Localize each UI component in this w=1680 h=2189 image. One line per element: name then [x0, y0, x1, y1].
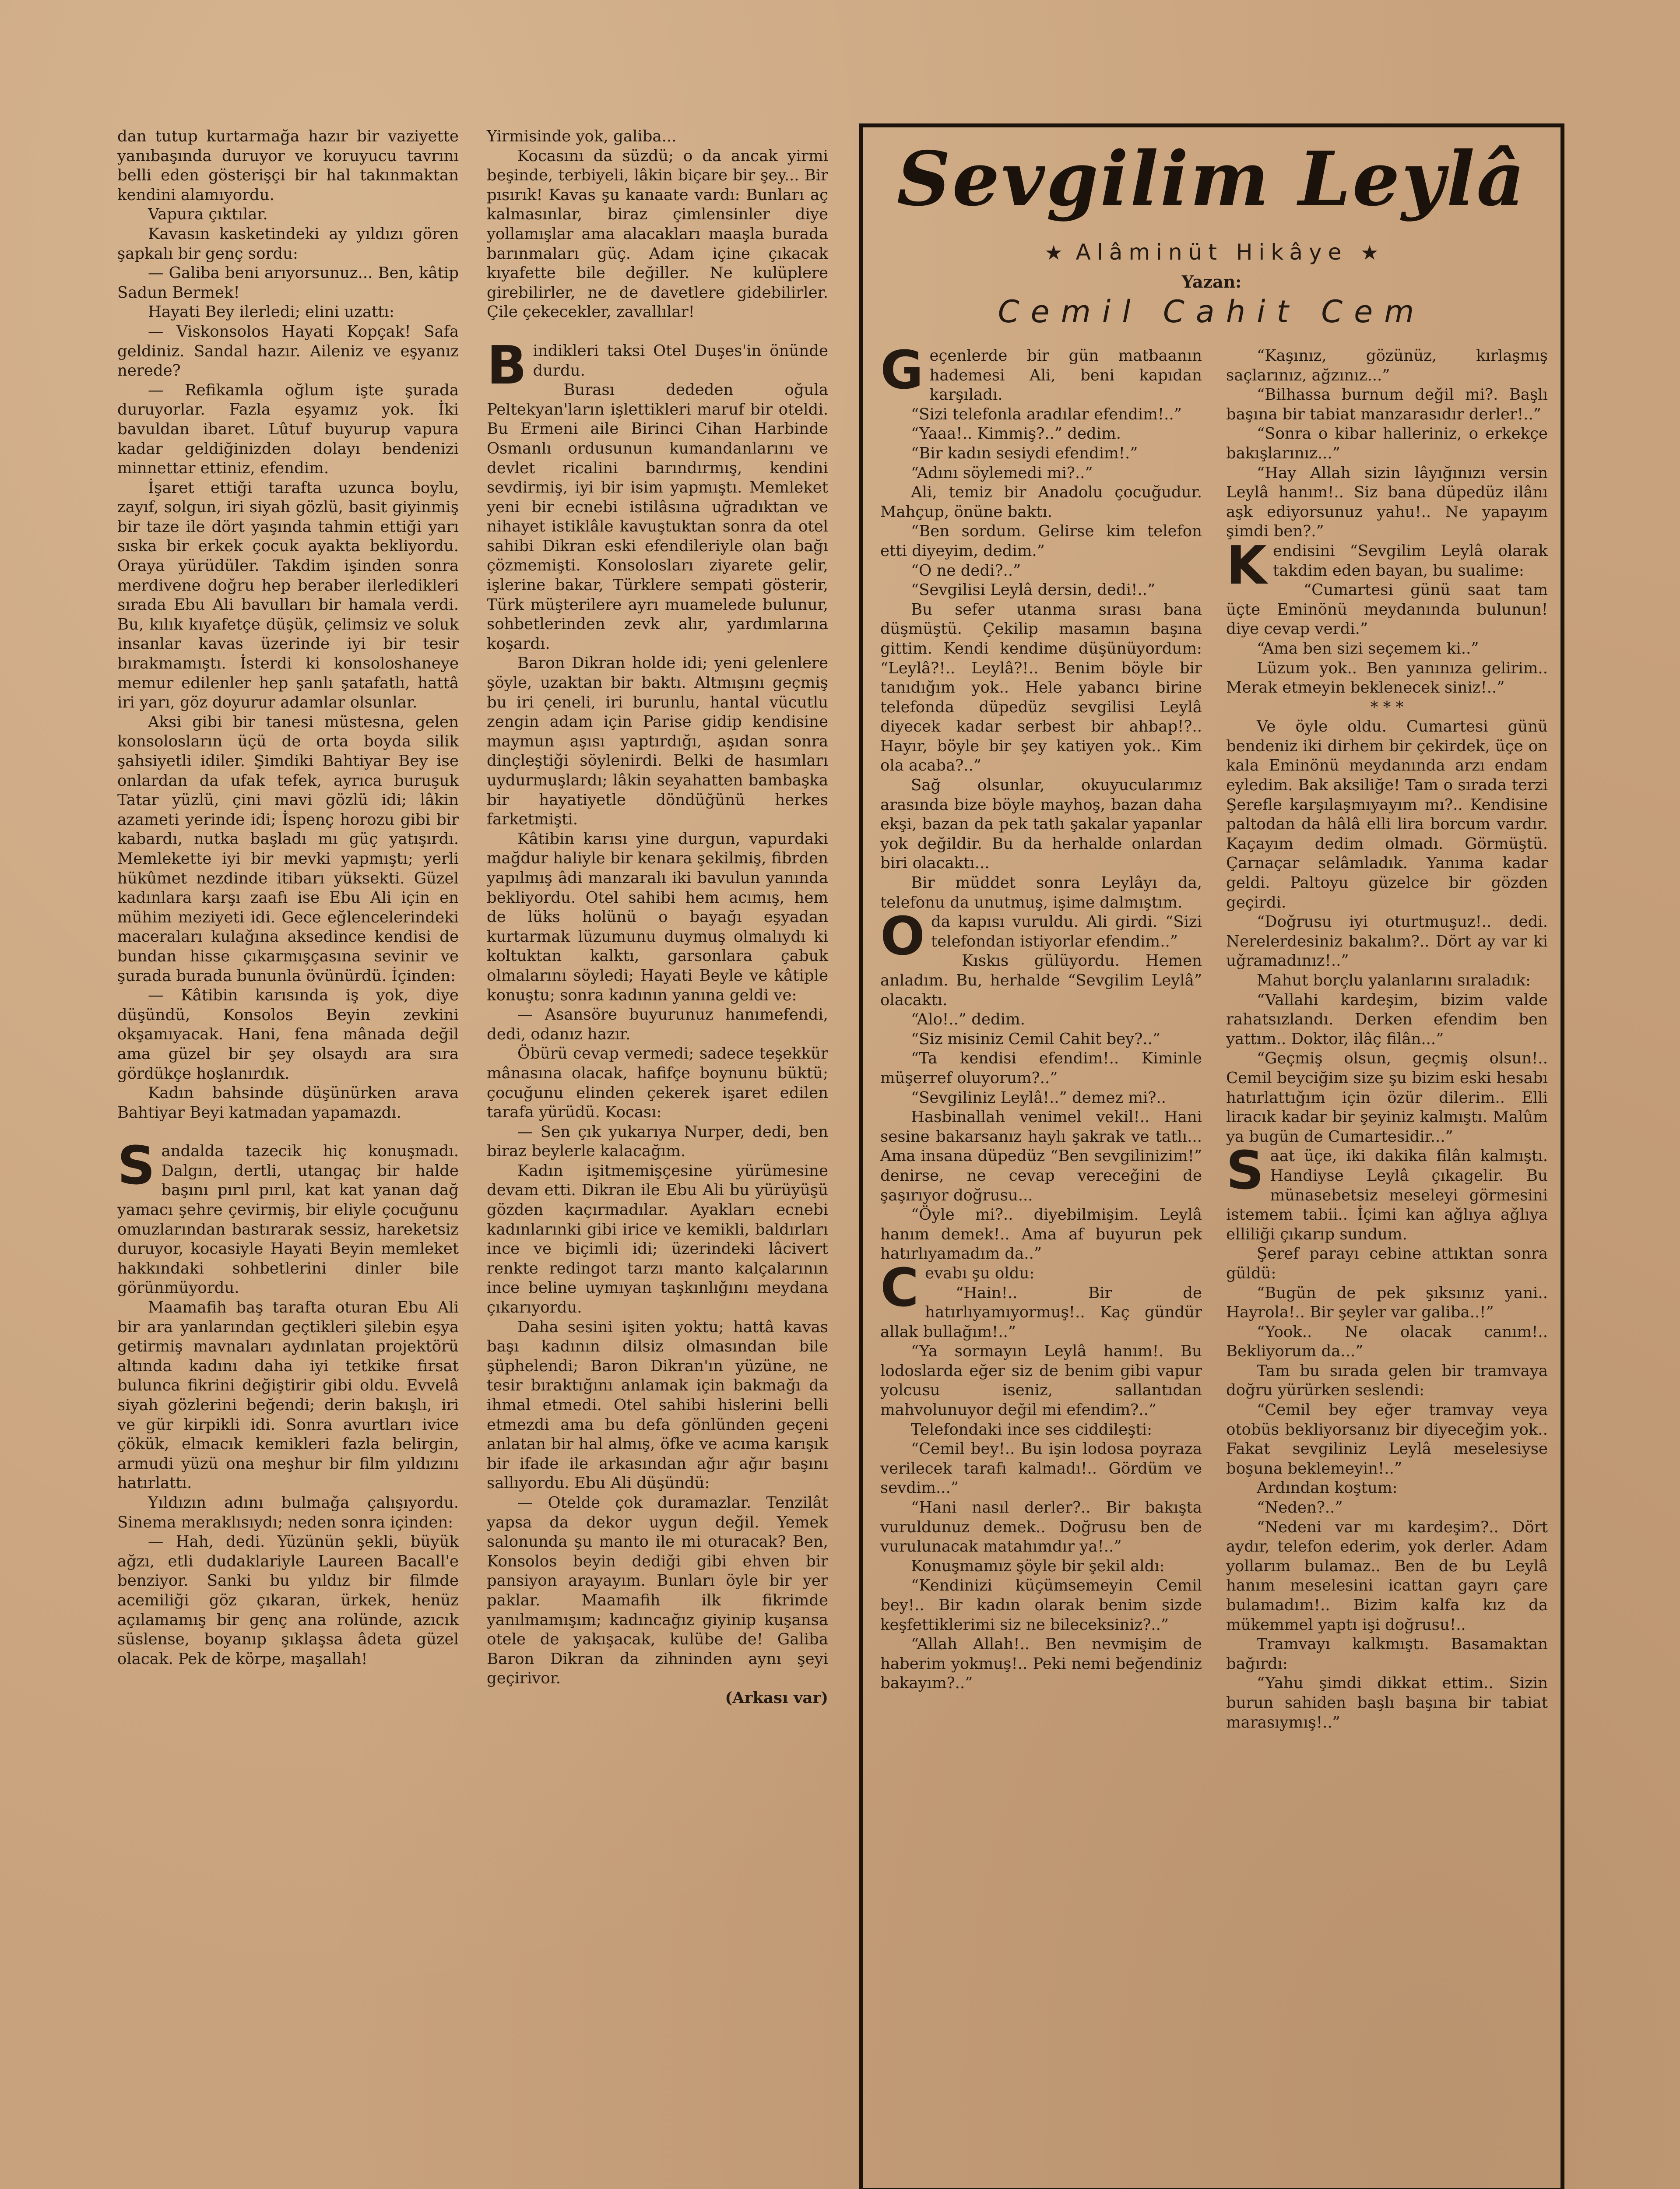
- paragraph: Ali, temiz bir Anadolu çocuğudur. Mahçup, önüne baktı.: [880, 483, 1202, 521]
- paragraph: “O ne dedi?..”: [911, 561, 1021, 580]
- paragraph: “Bilhassa burnum değil mi?. Başlı başına bir tabiat manzarasıdır derler!..”: [1226, 386, 1548, 423]
- paragraph: Kavasın kasketindeki ay yıldızı gören şapkalı bir genç sordu:: [117, 225, 459, 263]
- paragraph: Konuşmamız şöyle bir şekil aldı:: [911, 1557, 1165, 1575]
- paragraph: “Doğrusu iyi oturtmuşuz!.. dedi. Nerelerdesiniz bakalım?.. Dört ay var ki uğramadınız!..”: [1226, 913, 1548, 970]
- paragraph: “Hay Allah sizin lâyığınızı versin Leylâ hanım!.. Siz bana düpedüz ilânı aşk ediyorsunuz yahu!.. Ne yapayım şimdi ben?.”: [1226, 464, 1548, 541]
- paragraph: “Sonra o kibar halleriniz, o erkekçe bakışlarınız...”: [1226, 425, 1548, 462]
- paragraph: Hayati Bey ilerledi; elini uzattı:: [148, 303, 394, 321]
- paragraph: — Sen çık yukarıya Nurper, dedi, ben biraz beylerle kalacağım.: [487, 1123, 828, 1161]
- paragraph: “Hain!.. Bir de hatırlıyamıyormuş!.. Kaç gündür allak bullağım!..”: [880, 1284, 1202, 1341]
- paragraph: Hasbinallah venimel vekil!.. Hani sesine bakarsanız haylı şakrak ve tatlı... Ama insana düpedüz “Ben sevgilinizim!” denirse, ne cevap vereceğini de şaşırıyor doğrusu...: [880, 1108, 1202, 1204]
- paragraph: “Cumartesi günü saat tam üçte Eminönü meydanında bulunun! diye cevap verdi.”: [1226, 581, 1548, 638]
- paragraph: — Hah, dedi. Yüzünün şekli, büyük ağzı, etli dudaklariyle Laureen Bacall'e benziyor. Sanki bu yıldız bir filmde acemiliği göz çıkaran, ürkek, henüz açılamamış bir genç ana rolünde, azıcık süslense, boyanıp şıklaşsa âdeta güzel olacak. Pek de körpe, maşallah!: [117, 1533, 459, 1668]
- paragraph-dropcap: Oda kapısı vuruldu. Ali girdi. “Sizi telefondan istiyorlar efendim..”: [880, 906, 1202, 968]
- paragraph: Bir müddet sonra Leylâyı da, telefonu da unutmuş, işime dalmıştım.: [880, 874, 1202, 911]
- paragraph: “Kaşınız, gözünüz, kırlaşmış saçlarınız, ağzınız...”: [1226, 347, 1548, 384]
- paragraph: Kadın bahsinde düşünürken arava Bahtiyar Beyi katmadan yapamazdı.: [117, 1084, 459, 1122]
- paragraph: Şeref parayı cebine attıktan sonra güldü:: [1226, 1245, 1548, 1282]
- paragraph: “Yahu şimdi dikkat ettim.. Sizin burun sahiden başlı başına bir tabiat marasıymış!..”: [1226, 1674, 1548, 1731]
- paragraph: — Otelde çok duramazlar. Tenzilât yapsa da dekor uygun değil. Yemek salonunda şu manto ile mi oturacak? Ben, Konsolos beyin dediği gibi ehven bir pansiyon arayayım. Bunları öyle bir yer paklar. Maamafih ilk fikrimde yanılmamışım; kadıncağız giyinip kuşansa otele de yakışacak, kulübe de! Galiba Baron Dikran da zihninden aynı şeyi geçirivor.: [487, 1493, 828, 1688]
- story-column-1: [880, 340, 1202, 1693]
- section-separator: * * *: [1370, 698, 1404, 716]
- paragraph-dropcap: Saat üçe, iki dakika filân kalmıştı. Handiyse Leylâ çıkagelir. Bu münasebetsiz meseleyi görmesini istemem tabii.. İçimi kan ağlıya ağlıya elliliği çıkarıp sundum.: [1226, 1140, 1548, 1243]
- paragraph: — Galiba beni arıyorsunuz... Ben, kâtip Sadun Bermek!: [117, 264, 459, 302]
- paragraph: Bu sefer utanma sırası bana düşmüştü. Çekilip masamın başına gittim. Kendi kendime düşünüyordum: “Leylâ?!.. Leylâ?!.. Benim böyle bir tanıdığım yok.. Hele yabancı birine telefonda düpedüz sevgilisi Leylâ diyecek kadar serbest bir ahbap!?.. Hayır, böyle bir şey katiyen yok.. Kim ola acaba?..”: [880, 600, 1202, 775]
- paragraph: Yıldızın adını bulmağa çalışıyordu. Sinema meraklısıydı; neden sonra içinden:: [117, 1493, 459, 1531]
- paragraph: Yirmisinde yok, galiba...: [487, 127, 677, 145]
- paragraph: “Alo!..” dedim.: [911, 1010, 1025, 1029]
- paragraph: Sağ olsunlar, okuyucularımız arasında bize böyle mayhoş, bazan daha ekşi, bazan da pek tatlı şakalar yapanlar yok değildir. Bu da herhalde onlardan biri olacaktı...: [880, 776, 1202, 873]
- paragraph: — Refikamla oğlum işte şurada duruyorlar. Fazla eşyamız yok. İki bavuldan ibaret. Lûtuf buyurup vapura kadar geldiğinizden dolayı bendenizi minnettar ettiniz, efendim.: [117, 381, 459, 478]
- paragraph: — Asansöre buyurunuz hanımefendi, dedi, odanız hazır.: [487, 1006, 828, 1043]
- paragraph: Daha sesini işiten yoktu; hattâ kavas başı kadının dilsiz olmasından bile şüphelendi; Baron Dikran'ın yüzüne, ne tesir bıraktığını anlamak için bakmağı da ihmal etmedi. Otel sahibi hislerini belli etmezdi ama bu defa gönlünden geçeni anlatan bir hal almış, öfke ve acıma karışık bir ifade ile arkasından ağır ağır başını sallıyordu. Ebu Ali düşündü:: [487, 1318, 828, 1492]
- paragraph: “Neden?..”: [1257, 1499, 1343, 1517]
- paragraph: “Bir kadın sesiydi efendim!.”: [911, 444, 1138, 462]
- paragraph: Lüzum yok.. Ben yanınıza gelirim.. Merak etmeyin beklenecek siniz!..”: [1226, 659, 1548, 697]
- drop-cap: K: [1226, 535, 1267, 596]
- paragraph: Vapura çıktılar.: [148, 205, 268, 224]
- paragraph: “Sevgilisi Leylâ dersin, dedi!..”: [911, 581, 1156, 599]
- story-box: [859, 123, 1564, 2189]
- paragraph: “Sevgiliniz Leylâ!..” demez mi?..: [911, 1088, 1166, 1107]
- paragraph-dropcap: Sandalda tazecik hiç konuşmadı. Dalgın, dertli, utangaç bir halde başını pırıl pırıl, kat kat yanan dağ yamacı şehre çevirmiş, bir eliyle çocuğunu omuzlarından bastırarak sessiz, hareketsiz duruyor, kocasiyle Hayati Beyin memleket hakkındaki sohbetlerini dinler bile görünmüyordu.: [117, 1136, 459, 1297]
- paragraph-dropcap: Cevabı şu oldu:: [880, 1257, 1035, 1319]
- paragraph: — Kâtibin karısında iş yok, diye düşündü, Konsolos Beyin zevkini okşamıyacak. Hani, fena mânada değil ama güzel bir şey olsaydı ara sıra gördükçe hoşlanırdık.: [117, 986, 459, 1083]
- continued-note: (Arkası var): [725, 1689, 828, 1707]
- author-name: Cemil Cahit Cem: [998, 294, 1426, 330]
- paragraph: “Ben sordum. Gelirse kim telefon etti diyeyim, dedim.”: [880, 522, 1202, 560]
- paragraph: “Adını söylemedi mi?..”: [911, 464, 1093, 482]
- paragraph: Kâtibin karısı yine durgun, vapurdaki mağdur haliyle bir kenara şekilmiş, fibrden yapılmış âdi manzaralı iki bavulun yanında bekliyordu. Otel sahibi hem acımış, hem de lüks holünü o bayağı eşyadan kurtarmak lüzumunu duymuş olmalıydı ki koltuktan kalktı, garsonlara çabuk olmalarını söyledi; Hayati Beyle ve kâtiple konuştu; sonra kadının yanına geldi ve:: [487, 830, 828, 1004]
- paragraph: Kadın işitmemişçesine yürümesine devam etti. Dikran ile Ebu Ali bu yürüyüşü gözden kaçırmadılar. Ayakları ecnebi kadınlarınki gibi irice ve kemikli, baldırları ince ve biçimli idi; üzerindeki lâcivert renkte redingot tarzı manto kalçalarının ince beline uymıyan taşkınlığını meydana çıkarıyordu.: [487, 1161, 828, 1317]
- paragraph: “Cemil bey!.. Bu işin lodosa poyraza verilecek tarafı kalmadı!.. Gördüm ve sevdim...”: [880, 1440, 1202, 1497]
- story-series-label: Alâminüt Hikâye: [1075, 239, 1348, 265]
- drop-cap: O: [880, 906, 925, 968]
- paragraph: Tramvayı kalkmıştı. Basamaktan bağırdı:: [1226, 1635, 1548, 1673]
- paragraph: İşaret ettiği tarafta uzunca boylu, zayıf, solgun, iri siyah gözlü, basit giyinmiş bir taze ile dört yaşında tahmin ettiği yarı sıska bir erkek çocuk ayakta bekliyordu. Oraya yürüdüler. Takdim işinden sonra merdivene doğru hep beraber ilerledikleri sırada Ebu Ali bavulları bir hamala verdi. Bu, kılık kıyafetçe düşük, çelimsiz ve soluk insanlar kavas üzerinde iyi bir tesir bırakmamıştı. İsterdi ki konsoloshaneye memur edilenler hep şanlı şatafatlı, hattâ iri yarı, göz doyurur adamlar olsunlar.: [117, 479, 459, 712]
- paragraph: “Nedeni var mı kardeşim?.. Dört aydır, telefon ederim, yok derler. Adam yollarım bulamaz.. Ben de bu Leylâ hanım meselesini icattan gayrı çare bulamadım!.. Bizim kalfa kız da mükemmel yaptı işi doğrusu!..: [1226, 1518, 1548, 1634]
- column-1: [117, 127, 459, 1669]
- paragraph: Kıskıs gülüyordu. Hemen anladım. Bu, herhalde “Sevgilim Leylâ” olacaktı.: [880, 952, 1202, 1009]
- paragraph: Telefondaki ince ses ciddileşti:: [911, 1420, 1153, 1439]
- paragraph: Kocasını da süzdü; o da ancak yirmi beşinde, terbiyeli, lâkin biçare bir şey... Bir pısırık! Kavas şu kanaate vardı: Bunları aç kalmasınlar, biraz çimlensinler diye yollamışlar ama alacakları maaşla burada barınmaları güç. Adam içine çıkacak kıyafette bile değiller. Ne kulüplere girebilirler, ne de davetlere gidebilirler. Çile çekecekler, zavallılar!: [487, 147, 828, 321]
- paragraph: Ve öyle oldu. Cumartesi günü bendeniz iki dirhem bir çekirdek, üçe on kala Eminönü meydanında arzı endam eyledim. Bak aksiliğe! Tam o sırada terzi Şerefle karşılaşmıyayım mı?.. Kendisine paltodan da hâlâ elli lira borcum vardır. Kaçayım dedim olmadı. Görmüştü. Çarnaçar selâmladık. Yanıma kadar geldi. Paltoyu güzelce bir gözden geçirdi.: [1226, 718, 1548, 911]
- paragraph: “Bugün de pek şıksınız yani.. Hayrola!.. Bir şeyler var galiba..!”: [1226, 1284, 1548, 1322]
- star-icon: ★: [1360, 241, 1379, 264]
- paragraph: Ardından koştum:: [1257, 1479, 1398, 1497]
- paragraph: “Vallahi kardeşim, bizim valde rahatsızlandı. Derken efendim ben yattım.. Doktor, ilâç filân...”: [1226, 991, 1548, 1048]
- paragraph: dan tutup kurtarmağa hazır bir vaziyette yanıbaşında duruyor ve koruyucu tavrını belli eden gösterişçi bir hal takınmaktan kendini alamıyordu.: [117, 127, 459, 204]
- drop-cap: S: [1226, 1140, 1264, 1202]
- paragraph: Mahut borçlu yalanlarını sıraladık:: [1257, 971, 1531, 989]
- paragraph: “Ya sormayın Leylâ hanım!. Bu lodoslarda eğer siz de benim gibi vapur yolcusu iseniz, sallantıdan mahvolunuyor değil mi efendim?..”: [880, 1342, 1202, 1419]
- paragraph: “Sizi telefonla aradılar efendim!..”: [911, 405, 1182, 423]
- paragraph: Burası dededen oğula Peltekyan'ların işlettikleri maruf bir oteldi. Bu Ermeni aile Birinci Cihan Harbinde Osmanlı ordusunun kumandanlarını ve devlet ricalini barındırmış, kendini sevdirmiş, iyi bir isim yapmıştı. Memleket yeni bir ecnebi istilâsına uğradıktan ve nihayet istiklâle kavuştuktan sonra da otel sahibi Dikran eski efendileriyle olan bağı çözmemişti. Konsolosları ziyarete gelir, işlerine bakar, Türklere sempati gösterir, Türk müşterilere ayrı muamelede bulunur, sohbetlerinden zevk alır, yardımlarına koşardı.: [487, 381, 828, 653]
- column-2: [487, 127, 828, 1708]
- paragraph: “Siz misiniz Cemil Cahit bey?..”: [911, 1030, 1161, 1048]
- story-series: [863, 239, 1561, 265]
- author-label: Yazan:: [1181, 272, 1242, 292]
- paragraph: “Kendinizi küçümsemeyin Cemil bey!.. Bir kadın olarak benim sizde keşfettiklerimi siz ne bileceksiniz?..”: [880, 1577, 1202, 1634]
- paragraph: “Cemil bey eğer tramvay veya otobüs bekliyorsanız bir diyeceğim yok.. Fakat sevgiliniz Leylâ meselesiyse boşuna beklemeyin!..”: [1226, 1401, 1548, 1478]
- paragraph: — Viskonsolos Hayati Kopçak! Safa geldiniz. Sandal hazır. Aileniz ve eşyanız nerede?: [117, 322, 459, 380]
- story-column-2: [1226, 346, 1548, 1732]
- drop-cap: G: [880, 340, 924, 401]
- story-title: Sevgilim Leylâ: [896, 135, 1527, 223]
- paragraph-dropcap: Bindikleri taksi Otel Duşes'in önünde durdu.: [487, 335, 828, 396]
- paragraph: “Yaaa!.. Kimmiş?..” dedim.: [911, 425, 1121, 443]
- drop-cap: B: [487, 335, 527, 396]
- paragraph: Öbürü cevap vermedi; sadece teşekkür mânasına olacak, hafifçe boynunu büktü; çocuğunu elinden çekerek işaret edilen tarafa yürüdü. Kocası:: [487, 1045, 828, 1122]
- paragraph: “Allah Allah!.. Ben nevmişim de haberim yokmuş!.. Peki nemi beğendiniz bakayım?..”: [880, 1635, 1202, 1693]
- star-icon: ★: [1044, 241, 1063, 264]
- paragraph: Baron Dikran holde idi; yeni gelenlere şöyle, uzaktan bir baktı. Altmışını geçmiş bu iri çeneli, iri burunlu, hantal vücutlu zengin adam için Parise gidip kendisine maymun aşısı yaptırdığı, aşıdan sonra dinçleştiği söylenirdi. Belki de hasımları uydurmuşlardı; lâkin seyahatten bambaşka bir hayatiyetle döndüğünü herkes farketmişti.: [487, 654, 828, 829]
- drop-cap: S: [117, 1136, 155, 1197]
- paragraph: “Ta kendisi efendim!.. Kiminle müşerref oluyorum?..”: [880, 1049, 1202, 1087]
- paragraph-dropcap: Geçenlerde bir gün matbaanın hademesi Ali, beni kapıdan karşıladı.: [880, 340, 1202, 404]
- paragraph: “Hani nasıl derler?.. Bir bakışta vuruldunuz demek.. Doğrusu ben de vurulunacak matahımdır ya!..”: [880, 1499, 1202, 1556]
- paragraph: “Geçmiş olsun, geçmiş olsun!.. Cemil beyciğim size şu bizim eski hesabı hatırlattığım için özür dilerim.. Elli liracık kadar bir şeyiniz kalmıştı. Malûm ya bugün de Cumartesidir...”: [1226, 1049, 1548, 1146]
- paragraph-dropcap: Kendisini “Sevgilim Leylâ olarak takdim eden bayan, bu sualime:: [1226, 535, 1548, 596]
- paragraph: Maamafih baş tarafta oturan Ebu Ali bir ara yanlarından geçtikleri şilebin eşya getirmiş mavnaları aydınlatan projektörü altında kadını daha iyi tetkike fırsat bulunca fikrini değiştirir gibi oldu. Evvelâ siyah gözlerini beğendi; derin bakışlı, iri ve gür kirpikli idi. Sonra avurtları ivice çökük, elmacık kemikleri fazla belirgin, armudi yüzü ona meşhur bir film yıldızını hatırlattı.: [117, 1299, 459, 1492]
- paragraph: “Öyle mi?.. diyebilmişim. Leylâ hanım demek!.. Ama af buyurun pek hatırlıyamadım da..”: [880, 1206, 1202, 1263]
- paragraph: Aksi gibi bir tanesi müstesna, gelen konsolosların üçü de orta boyda silik şahsiyetli idiler. Şimdiki Bahtiyar Bey ise onlardan da ufak tefek, ayrıca buruşuk Tatar yüzlü, çini mavi gözlü idi; lâkin azameti yerinde idi; İspenç horozu gibi bir kabardı, nutka başladı mı güç yatışırdı. Memlekette iyi bir mevki yapmıştı; yerli hükûmet nezdinde itibarı yüksekti. Güzel kadınlara karşı zaafı ise Ebu Ali için en mühim meziyeti idi. Gece eğlencelerindeki maceraları kulağına aksedince kendisi de bundan hisse çıkarmışçasına sevinir ve şurada burada bununla övünürdü. İçinden:: [117, 713, 459, 985]
- drop-cap: C: [880, 1257, 919, 1319]
- paragraph: “Yook.. Ne olacak canım!.. Bekliyorum da...”: [1226, 1323, 1548, 1361]
- paragraph: “Ama ben sizi seçemem ki..”: [1257, 639, 1479, 658]
- paragraph: Tam bu sırada gelen bir tramvaya doğru yürürken seslendi:: [1226, 1362, 1548, 1400]
